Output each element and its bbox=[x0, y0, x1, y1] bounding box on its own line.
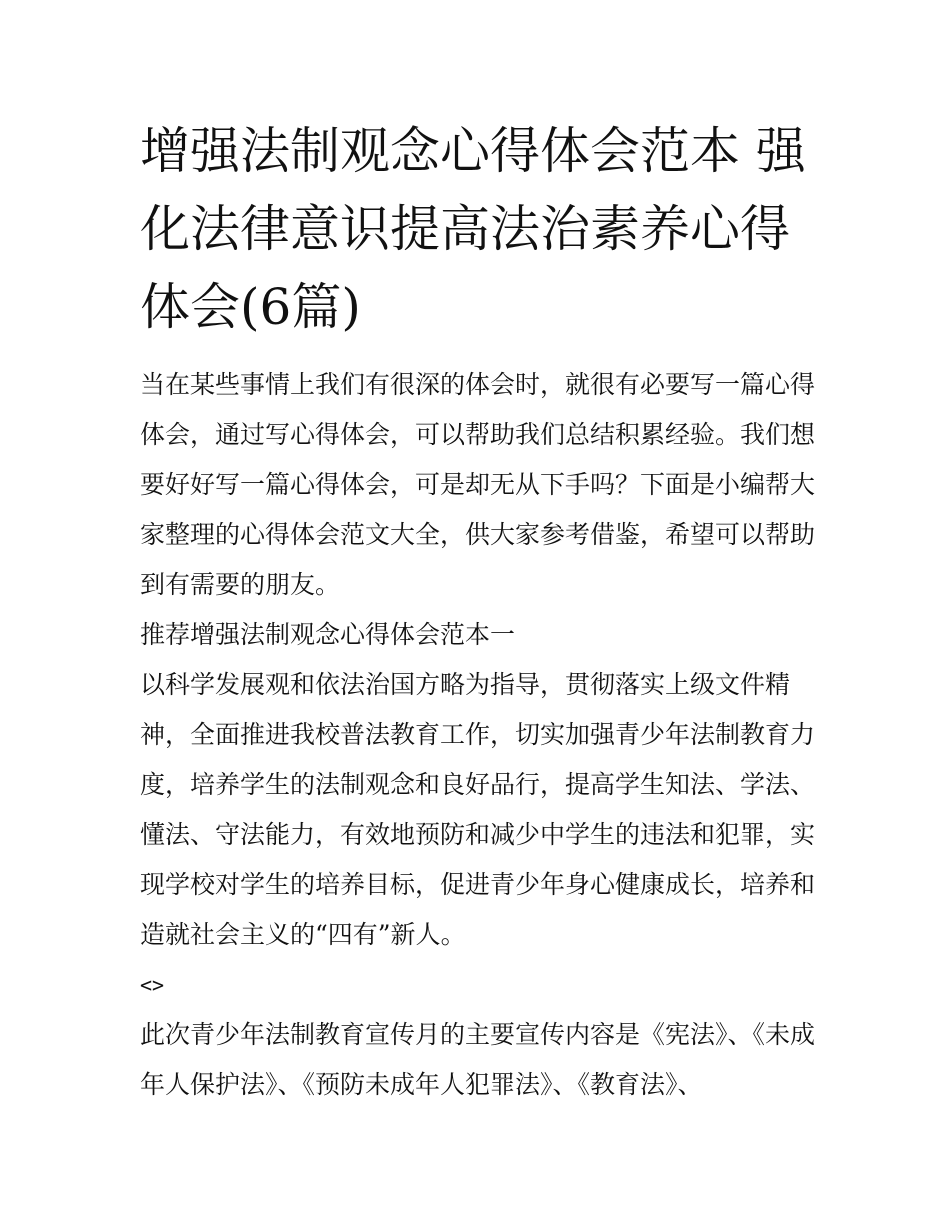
placeholder-marker: <> bbox=[140, 973, 165, 997]
body-paragraph-1: 以科学发展观和依法治国方略为指导，贯彻落实上级文件精神，全面推进我校普法教育工作，切实加强青少年法制教育力度，培养学生的法制观念和良好品行，提高学生知法、学法、懂法、守法能力，有效地预防和减少中学生的违法和犯罪，实现学校对学生的培养目标，促进青少年身心健康成长，培养和造就社会主义的“四有”新人。 bbox=[140, 670, 816, 949]
document-body bbox=[140, 112, 820, 1110]
intro-paragraph: 当在某些事情上我们有很深的体会时，就很有必要写一篇心得体会，通过写心得体会，可以帮助我们总结积累经验。我们想要好好写一篇心得体会，可是却无从下手吗？下面是小编帮大家整理的心得体会范文大全，供大家参考借鉴，希望可以帮助到有需要的朋友。 bbox=[140, 370, 816, 599]
section-heading: 推荐增强法制观念心得体会范本一 bbox=[140, 620, 516, 649]
document-title: 增强法制观念心得体会范本 强化法律意识提高法治素养心得体会(6篇) bbox=[140, 122, 806, 336]
body-paragraph-2: 此次青少年法制教育宣传月的主要宣传内容是《宪法》、《未成年人保护法》、《预防未成年人犯罪法》、《教育法》、 bbox=[140, 1020, 816, 1099]
